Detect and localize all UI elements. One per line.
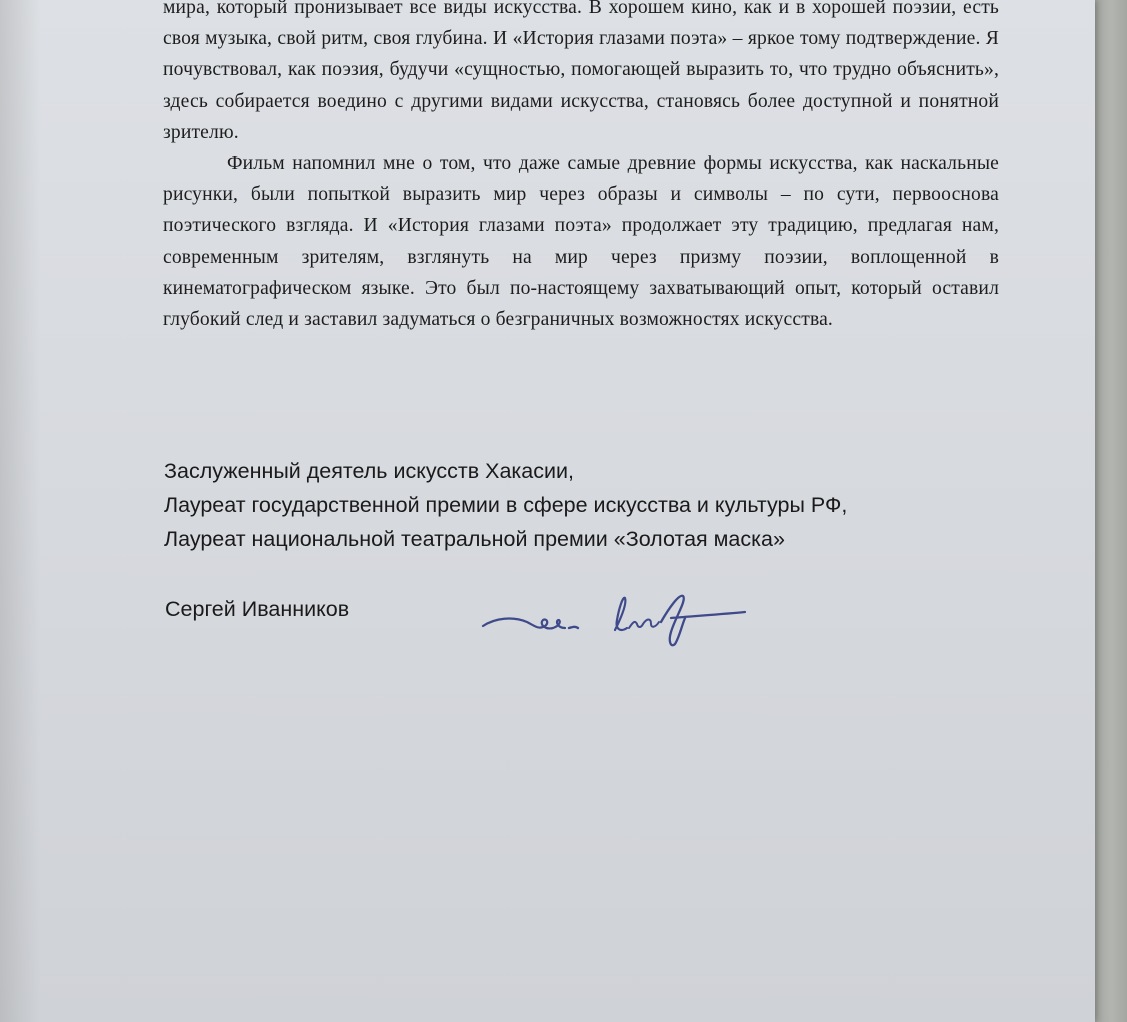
paragraph-2: Фильм напомнил мне о том, что даже самые древние формы искусства, как наскальные рисунки, были попыткой выразить мир через образы и символы – по сути, первооснова поэтического взгляда. И «История глазами поэта» продолжает эту традицию, предлагая нам, современным зрителям, взглянуть на мир через призму поэзии, воплощенной в кинематографическом языке. Это был по-настоящему захватывающий опыт, который оставил глубокий след и заставил задуматься о безграничных возможностях искусства.: [163, 153, 999, 331]
author-name: Сергей Иванников: [165, 597, 350, 621]
credential-line: Лауреат национальной театральной премии «Золотая маска»: [164, 527, 785, 551]
credential-line: Лауреат государственной премии в сфере искусства и культуры РФ,: [164, 493, 848, 517]
author-credentials: [164, 454, 1064, 556]
handwritten-signature-icon: [475, 578, 765, 658]
credential-line: Заслуженный деятель искусств Хакасии,: [164, 459, 575, 483]
paragraph-continuation: мира, который пронизывает все виды искусства. В хорошем кино, как и в хорошей поэзии, есть своя музыка, свой ритм, своя глубина. И «История глазами поэта» – яркое тому подтверждение. Я почувствовал, как поэзия, будучи «сущностью, помогающей выразить то, что трудно объяснить», здесь собирается воедино с другими видами искусства, становясь более доступной и понятной зрителю.: [163, 0, 999, 143]
letter-body: [163, 0, 999, 335]
page-shadow: [0, 0, 40, 1022]
